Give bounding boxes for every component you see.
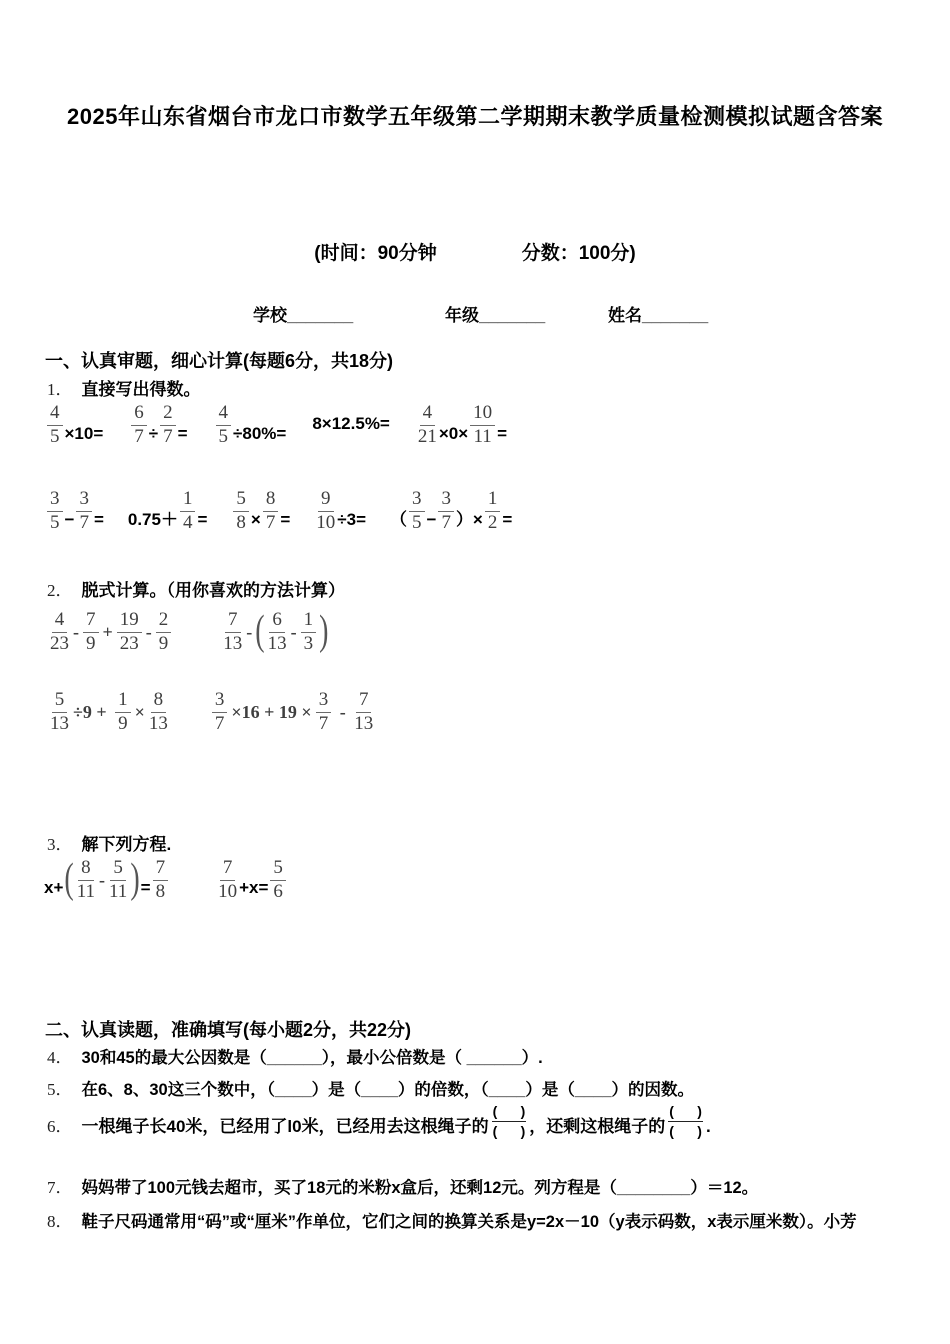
- question-4-text: 30和45的最大公因数是（______），最小公倍数是（ ______）.: [81, 1049, 543, 1067]
- fraction: $\frac{6}{13}$: [267, 609, 287, 654]
- math-text: =: [177, 423, 188, 443]
- fraction: $\frac{3}{7}$: [316, 690, 332, 734]
- question-7: [47, 1173, 758, 1201]
- blank-fraction: $\frac{( )}{( )}$: [669, 1103, 702, 1140]
- fraction: $\frac{7}{10}$: [218, 857, 238, 902]
- fraction: $\frac{4}{23}$: [50, 609, 69, 654]
- fraction: $\frac{8}{11}$: [76, 857, 96, 902]
- fraction: $\frac{7}{13}$: [223, 609, 243, 654]
- question-3-label: [47, 830, 171, 858]
- fraction: $\frac{1}{4}$: [180, 489, 196, 533]
- section-2-heading: 二、认真读题，准确填写(每小题2分，共22分): [45, 1020, 412, 1040]
- math-expression: [231, 489, 290, 533]
- fraction: $\frac{2}{7}$: [160, 403, 176, 447]
- fraction: $\frac{2}{9}$: [156, 610, 172, 654]
- fraction: $\frac{3}{7}$: [212, 690, 228, 734]
- q2-calc-row-1: [48, 607, 329, 655]
- math-text: ÷: [148, 423, 159, 443]
- fraction: $\frac{5}{6}$: [270, 858, 286, 902]
- question-1-number: 1．: [47, 380, 73, 399]
- question-6-number: 6．: [47, 1117, 73, 1137]
- fraction: $\frac{3}{5}$: [47, 489, 63, 533]
- math-expression: [214, 403, 287, 447]
- fraction: $\frac{5}{13}$: [50, 689, 69, 734]
- math-text: ）×: [455, 509, 483, 529]
- fraction: $\frac{9}{10}$: [316, 488, 336, 533]
- math-text: ×0×: [438, 423, 469, 443]
- big-paren-right-icon: ): [319, 607, 329, 655]
- question-2-number: 2．: [47, 581, 73, 600]
- question-2-text: 脱式计算。（用你喜欢的方法计算）: [81, 581, 345, 600]
- question-5-text: 在6、8、30这三个数中，（____）是（____）的倍数，（____）是（____）的因数。: [81, 1081, 695, 1099]
- math-expression: [210, 690, 375, 734]
- math-operator: -: [145, 621, 152, 642]
- math-expression: [129, 403, 187, 447]
- fraction: $\frac{7}{13}$: [354, 689, 374, 734]
- math-expression: [216, 858, 288, 902]
- math-text: ×: [250, 509, 261, 529]
- math-expression: [48, 610, 173, 654]
- question-4-number: 4．: [47, 1048, 73, 1067]
- math-operator: ÷9 +: [73, 701, 112, 722]
- fraction: $\frac{1}{9}$: [115, 690, 131, 734]
- math-text: 一根绳子长40米，已经用了l0米，已经用去这根绳子的: [81, 1117, 489, 1137]
- fraction: $\frac{1}{3}$: [301, 610, 317, 654]
- score-label: 分数：100分): [521, 243, 636, 264]
- time-score-line: [0, 238, 950, 265]
- fraction: $\frac{4}{5}$: [47, 403, 63, 447]
- math-text: ÷80%=: [233, 423, 287, 443]
- question-5-number: 5．: [47, 1080, 73, 1099]
- fraction: $\frac{19}{23}$: [117, 610, 142, 654]
- question-7-number: 7．: [47, 1178, 73, 1197]
- school-blank: 学校_______: [253, 306, 354, 325]
- math-text: 8×12.5%=: [312, 413, 390, 433]
- name-blank: 姓名_______: [608, 306, 709, 325]
- math-text: −: [64, 509, 75, 529]
- q2-calc-row-2: [48, 690, 375, 734]
- fraction: $\frac{5}{11}$: [109, 857, 128, 902]
- fraction: $\frac{1}{2}$: [485, 489, 501, 533]
- question-1-text: 直接写出得数。: [81, 380, 201, 399]
- math-text: （: [390, 509, 407, 529]
- fraction: $\frac{8}{7}$: [263, 489, 279, 533]
- math-operator: ×16 + 19 ×: [231, 701, 312, 722]
- math-text: =: [140, 877, 151, 897]
- fraction: $\frac{3}{7}$: [76, 489, 92, 533]
- math-text: 0.75＋: [127, 509, 178, 529]
- blank-fraction: $\frac{( )}{( )}$: [492, 1103, 526, 1140]
- grade-blank: 年级_______: [445, 306, 546, 325]
- math-expression: [48, 690, 170, 734]
- math-text: .: [705, 1117, 711, 1137]
- math-text: ，还剩这根绳子的: [529, 1117, 666, 1137]
- math-text: ÷3=: [337, 509, 366, 529]
- question-2-label: [47, 576, 345, 604]
- fraction: $\frac{10}{11}$: [470, 403, 495, 447]
- fraction: $\frac{3}{7}$: [438, 489, 454, 533]
- math-operator: -: [246, 621, 253, 642]
- fraction: $\frac{8}{13}$: [148, 689, 168, 734]
- math-text: −: [426, 509, 437, 529]
- question-5: [47, 1075, 694, 1103]
- fraction: $\frac{6}{7}$: [131, 403, 147, 447]
- math-text: x+: [44, 877, 64, 897]
- question-6-text: [82, 1102, 711, 1140]
- big-paren-left-icon: (: [64, 855, 74, 903]
- big-paren-right-icon: ): [130, 855, 140, 903]
- q1-calc-row-1: [45, 403, 507, 447]
- fraction: $\frac{5}{8}$: [233, 489, 249, 533]
- math-expression: [82, 1102, 711, 1140]
- math-text: ×10=: [64, 423, 104, 443]
- question-8-text: 鞋子尺码通常用“码”或“厘米”作单位，它们之间的换算关系是y=2x－10（y表示码数，x表示厘米数）。小芳: [81, 1213, 857, 1231]
- math-expression: [44, 855, 170, 903]
- math-operator: -: [335, 701, 351, 722]
- page-title: 2025年山东省烟台市龙口市数学五年级第二学期期末教学质量检测模拟试题含答案: [67, 104, 883, 129]
- question-3-number: 3．: [47, 835, 73, 854]
- math-text: +x=: [239, 877, 269, 897]
- math-operator: ×: [134, 701, 145, 722]
- math-operator: +: [102, 621, 113, 642]
- big-paren-left-icon: (: [255, 607, 265, 655]
- question-6: [47, 1102, 711, 1140]
- math-text: =: [497, 423, 508, 443]
- question-1-label: [47, 375, 201, 403]
- math-expression: [128, 489, 208, 533]
- q1-calc-row-2: [45, 489, 512, 533]
- fraction: $\frac{3}{5}$: [409, 489, 425, 533]
- math-text: =: [280, 509, 291, 529]
- math-operator: -: [290, 621, 297, 642]
- math-text: =: [502, 509, 513, 529]
- time-label: (时间：90分钟: [314, 243, 437, 264]
- fraction: $\frac{7}{8}$: [153, 858, 169, 902]
- fraction: $\frac{4}{21}$: [417, 402, 437, 447]
- math-expression: [221, 607, 329, 655]
- math-text: =: [197, 509, 208, 529]
- math-expression: [45, 489, 104, 533]
- q3-equation-row: [44, 855, 288, 903]
- fraction: $\frac{7}{9}$: [83, 610, 99, 654]
- math-expression: [45, 403, 103, 447]
- math-expression: [390, 489, 512, 533]
- question-8: [47, 1207, 857, 1235]
- math-text: =: [93, 509, 104, 529]
- question-7-text: 妈妈带了100元钱去超市，买了18元的米粉x盒后，还剩12元。列方程是（________）＝12。: [81, 1179, 759, 1197]
- math-expression: [312, 413, 390, 437]
- question-4: [47, 1043, 543, 1071]
- math-expression: [416, 403, 507, 447]
- math-operator: -: [73, 621, 79, 642]
- math-operator: -: [99, 869, 106, 890]
- math-expression: [314, 489, 366, 533]
- question-8-number: 8．: [47, 1212, 73, 1231]
- question-3-text: 解下列方程.: [81, 835, 172, 854]
- fraction: $\frac{4}{5}$: [216, 403, 232, 447]
- section-1-heading: 一、认真审题，细心计算(每题6分，共18分): [45, 351, 394, 371]
